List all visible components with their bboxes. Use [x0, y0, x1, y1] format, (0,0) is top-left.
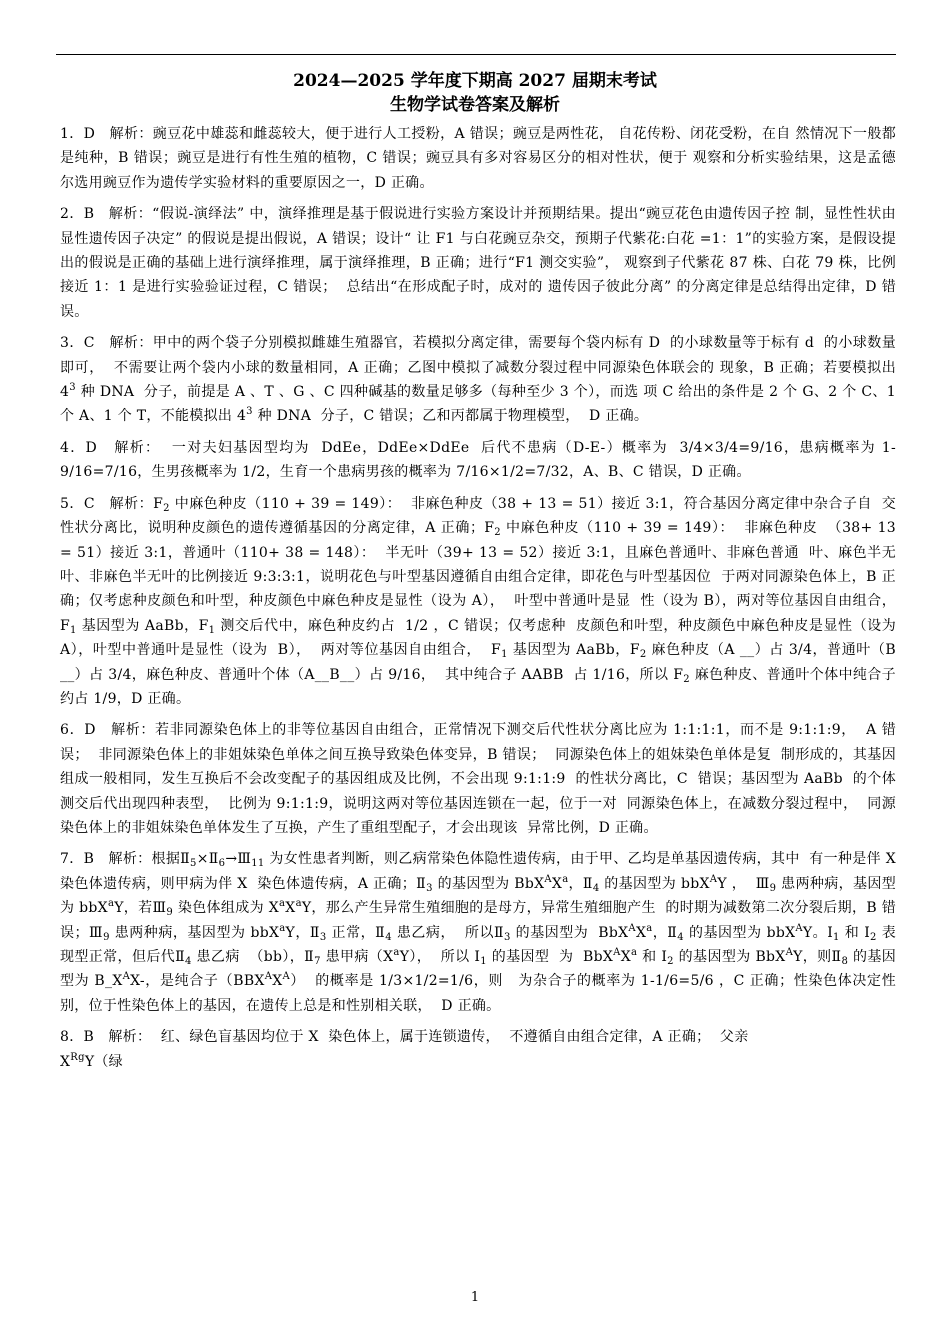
answer-item-q4: [60, 436, 901, 485]
answer-text: 患两种病，基因型为 bbX: [109, 924, 280, 941]
answer-text: Y ， Ⅲ: [717, 875, 770, 892]
answer-text: X: [635, 924, 647, 941]
subscript: 4: [385, 931, 392, 943]
superscript: A: [795, 922, 803, 934]
subscript: 2: [163, 502, 170, 514]
answer-text: 的基因型 为 BbX: [486, 949, 614, 965]
answer-text: 麻色种皮（A __）占 3/4，普通叶（B __）占 3/4，麻色种皮、普通叶个体（A__B__）占 9/16， 其中纯合子 AABB 占 1/16，所以 F: [60, 642, 901, 683]
subscript: 1: [70, 624, 77, 636]
answer-text: 为女性患者判断，则乙病常染色体隐性遗传病，由于甲、乙均是单基因遗传病，其中 有一种是伴 X 染色体遗传病，则甲病为伴 X 染色体遗传病，A 正确；Ⅱ: [60, 851, 906, 892]
answer-item-q7: [60, 847, 906, 1018]
answer-text: 的基因型为 BbX: [510, 924, 629, 941]
subscript: 2: [494, 527, 501, 539]
superscript: a: [107, 898, 115, 910]
superscript: a: [295, 898, 302, 910]
answer-text: →Ⅲ: [225, 851, 252, 868]
subscript: 4: [677, 931, 684, 943]
superscript: a: [630, 947, 638, 958]
subscript: 1: [480, 956, 487, 967]
answer-item-q6: [60, 718, 896, 840]
subscript: 3: [319, 931, 327, 943]
answer-text: 患乙病， 所以Ⅱ: [391, 924, 505, 941]
subscript: 6: [218, 858, 226, 870]
subscript: 2: [639, 649, 647, 661]
answer-text: Y，则Ⅱ: [793, 949, 842, 965]
answer-text: X: [272, 973, 283, 990]
top-rule: [56, 54, 896, 55]
subscript: 9: [769, 882, 777, 894]
subscript: 1: [501, 649, 508, 661]
answer-text: 基因型为 AaBb，F: [76, 617, 209, 634]
answer-text: ×Ⅱ: [196, 851, 219, 868]
answer-text: Y）， 所以 I: [399, 949, 481, 965]
answer-text: 表现型正常，但后代Ⅱ: [60, 924, 896, 965]
answer-text: 正常，Ⅱ: [326, 924, 386, 941]
answer-text: 测交后代中，麻色种皮约占 1/2 ，C 错误；仅考虑种 皮颜色和叶型，种皮颜色中麻色种皮是显性（设为 A），叶型中普通叶是显性（设为 B）， 两对等位基因自由组合， F: [60, 617, 906, 659]
answer-text: X: [620, 949, 631, 965]
superscript: A: [785, 947, 794, 958]
answer-text: X-，是纯合子（BBX: [130, 973, 265, 990]
subscript: 2: [870, 931, 877, 943]
answer-text: 中麻色种皮（110 + 39 = 149）： 非麻色种皮（38 + 13 = 51）接近 3:1，符合基因分离定律中杂合子自 交性状分离比，说明种皮颜色的遗传遵循基因的分离定律，A 正确；F: [60, 495, 896, 537]
answer-text: 的基因型为 bbX: [683, 924, 796, 941]
superscript: A: [709, 873, 718, 885]
answer-text: 患乙病 （bb），Ⅱ: [191, 949, 315, 965]
answer-text: 种 DNA 分子，前提是 A 、T 、G 、C 四种碱基的数量足够多（每种至少 3 个），而选 项 C 给出的条件是 2 个 G、2 个 C、1 个 A、1 个 T，不能模拟出 4: [60, 384, 901, 425]
subscript: 5: [190, 858, 197, 870]
subscript: 3: [426, 882, 433, 894]
answer-text: 的基因型为 BbX: [673, 949, 786, 965]
answer-text: ，Ⅱ: [652, 924, 678, 941]
superscript: a: [562, 873, 569, 885]
subscript: 7: [314, 956, 321, 967]
subscript: 1: [208, 624, 216, 636]
answer-item-q3: [60, 331, 901, 429]
subscript: 4: [185, 956, 192, 967]
superscript: a: [279, 922, 286, 934]
superscript: A: [122, 971, 131, 983]
subscript: 8: [841, 956, 849, 967]
superscript: 3: [69, 382, 76, 394]
answer-text: 7．B 解析：根据Ⅱ: [60, 851, 191, 868]
answer-text: Y，若Ⅲ: [114, 900, 167, 917]
superscript: A: [264, 971, 273, 983]
subscript: 11: [251, 858, 265, 870]
subscript: 9: [103, 931, 110, 943]
answer-text: ） 的概率是 1/3×1/2=1/6，则 为杂合子的概率为 1-1/6=5/6 ，C 正确；性染色体决定性别，位于性染色体上的基因，在遗传上总是和性别相关联， D 正确。: [60, 973, 897, 1014]
answer-text: 4．D 解析： 一对夫妇基因型均为 DdEe，DdEe×DdEe 后代不患病（D-E-）概率为 3/4×3/4=9/16，患病概率为 1- 9/16=7/16，生男孩概率为 1/2，生育一个患病男孩的概率为 7/16×1/2=7/32，A、B、C 错误，D 正确。: [60, 439, 901, 481]
answer-text: 患两种病，基因型为 bbX: [60, 875, 897, 917]
answer-text: 和 I: [839, 924, 871, 941]
superscript: A: [613, 947, 621, 958]
answer-text: 8．B 解析： 红、绿色盲基因均位于 X 染色体上，属于连锁遗传， 不遵循自由组合定律，A 正确； 父亲 X: [60, 1029, 749, 1070]
answer-text: 5．C 解析：F: [60, 495, 164, 512]
subscript: 2: [667, 956, 674, 967]
page-number: 1: [470, 1290, 480, 1305]
answer-text: 种 DNA 分子，C 错误；乙和丙都属于物理模型， D 正确。: [252, 408, 649, 425]
answer-item-q2: [60, 202, 896, 324]
answer-text: Y（绿: [84, 1053, 123, 1070]
subscript: 4: [592, 882, 600, 894]
answer-text: Y。I: [802, 924, 834, 941]
answer-item-q1: [60, 122, 896, 195]
answer-text: ，Ⅱ: [568, 875, 593, 892]
superscript: A: [544, 873, 552, 885]
superscript: A: [282, 971, 291, 983]
page-subtitle: 生物学试卷答案及解析: [390, 95, 560, 115]
page-title: 2024—2025 学年度下期高 2027 届期末考试: [293, 71, 657, 91]
answer-text: X: [285, 900, 296, 917]
answer-text: 1．D 解析：豌豆花中雄蕊和雌蕊较大，便于进行人工授粉，A 错误；豌豆是两性花， 自花传粉、闭花受粉，在自 然情况下一般都是纯种，B 错误；豌豆是进行有性生殖的植物，C 错误；豌豆具有多对容易区分的相对性状，便于 观察和分析实验结果，这是孟德尔选用豌豆作为遗传学实验材料的重要原因之一，D 正确。: [60, 126, 896, 191]
superscript: a: [279, 898, 286, 910]
superscript: 3: [246, 406, 253, 418]
answer-item-q5: [60, 492, 906, 712]
superscript: a: [393, 947, 400, 958]
answer-item-q8: [60, 1025, 896, 1074]
answer-text: 的基因型为 BbX: [432, 875, 545, 892]
superscript: a: [646, 922, 653, 934]
subscript: 1: [833, 931, 840, 943]
answer-text: 的基因型为 B_X: [60, 949, 897, 990]
subscript: 9: [166, 907, 174, 919]
answer-text: 患甲病（X: [320, 949, 394, 965]
answer-text: Y，Ⅱ: [285, 924, 320, 941]
answer-text: 中麻色种皮（110 + 39 = 149）： 非麻色种皮 （38+ 13 = 51）接近 3:1，普通叶（110+ 38 = 148）： 半无叶（39+ 13 = 52）接近 3:1，且麻色普通叶、非麻色普通 叶、麻色半无叶、非麻色半无叶的比例接近 9:3:3:1，说明花色与叶型基因遵循自由组合定律，即花色与叶型基因位 于两对同源染色体上，B 正确；仅考虑种皮颜色和叶型，种皮颜色中麻色种皮是显性（设为 A）， 叶型中普通叶是显 性（设为 B），两对等位基因自由组合，F: [60, 520, 901, 634]
answer-text: 和 I: [637, 949, 668, 965]
answer-text: 的基因型为 bbX: [599, 875, 710, 892]
superscript: Rg: [70, 1051, 85, 1063]
answer-text: 3．C 解析：甲中的两个袋子分别模拟雌雄生殖器官，若模拟分离定律，需要每个袋内标有 D 的小球数量等于标有 d 的小球数量即可， 不需要让两个袋内小球的数量相同，A 正确；乙图中模拟了减数分裂过程中同源染色体联会的 现象，B 正确；若要模拟出 4: [60, 335, 901, 401]
answer-text: 2．B 解析：“假说-演绎法” 中，演绎推理是基于假说进行实验方案设计并预期结果。提出“豌豆花色由遗传因子控 制，显性性状由显性遗传因子决定” 的假说是提出假说，A 错误；设计“ 让 F1 与白花豌豆杂交，预期子代紫花:白花 =1：1”的实验方案，是假设提出的假说是正确的基础上进行演绎推理，属于演绎推理，B 正确；进行“F1 测交实验”， 观察到子代紫花 87 株、白花 79 株，比例接近 1：1 是进行实验验证过程，C 错误； 总结出“在形成配子时，成对的 遗传因子彼此分离” 的分离定律是总结得出定律，D 错误。: [60, 206, 896, 320]
subscript: 2: [683, 673, 690, 685]
answer-text: 染色体组成为 X: [173, 900, 280, 917]
subscript: 3: [504, 931, 511, 943]
answer-text: 6．D 解析：若非同源染色体上的非等位基因自由组合，正常情况下测交后代性状分离比应为 1:1:1:1，而不是 9:1:1:9， A 错误； 非同源染色体上的非姐妹染色单体之间互换导致染色体变异，B 错误； 同源染色体上的姐妹染色单体是复 制形成的，其基因组成一般相同，发生互换后不会改变配子的基因组成及比例，不会出现 9:1:1:9 的性状分离比，C 错误；基因型为 AaBb 的个体测交后代出现四种表型， 比例为 9:1:1:9，说明这两对等位基因连锁在一起，位于一对 同源染色体上，在减数分裂过程中， 同源染色体上的非姐妹染色单体发生了互换，产生了重组型配子，才会出现该 异常比例，D 正确。: [60, 722, 896, 836]
answer-text: 基因型为 AaBb，F: [507, 642, 640, 659]
superscript: A: [628, 922, 636, 934]
answer-text: X: [551, 875, 563, 892]
answer-text: 麻色种皮、普通叶个体中纯合子约占 1/9，D 正确。: [60, 666, 896, 707]
answer-body: [60, 122, 906, 1081]
answer-text: Y，那么产生异常生殖细胞的是母方，异常生殖细胞产生 的时期为减数第二次分裂后期，B 错误；Ⅲ: [60, 900, 897, 941]
